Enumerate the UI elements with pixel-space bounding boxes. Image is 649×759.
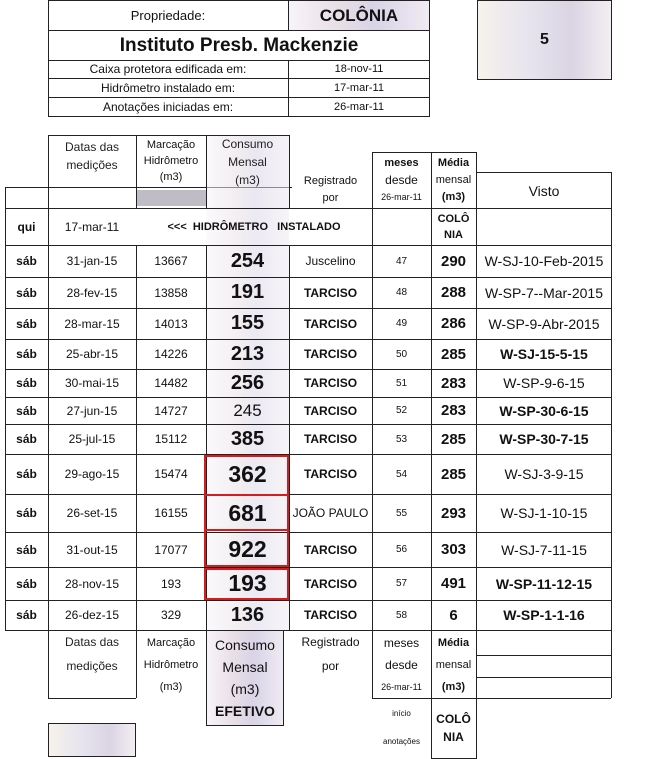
row-meter: 13858: [154, 285, 188, 300]
propriedade-value: COLÔNIA: [288, 0, 430, 31]
row-visto: W-SP-30-7-15: [499, 431, 589, 447]
page-number: 5: [540, 31, 549, 48]
installed-day: qui: [17, 219, 36, 234]
row-media: 285: [440, 345, 467, 363]
row-date: 31-jan-15: [66, 254, 118, 268]
row-date: 25-jul-15: [68, 432, 116, 446]
row-meses: 55: [395, 507, 408, 519]
row-registrado: TARCISO: [303, 347, 358, 361]
footer-consumo-efetivo: Consumo Mensal (m3) EFETIVO: [206, 630, 284, 726]
row-day: sáb: [16, 467, 37, 481]
row-visto: W-SJ-15-5-15: [500, 346, 588, 362]
footer-media: Média mensal (m3): [435, 637, 472, 693]
row-media: 491: [440, 575, 467, 592]
row-registrado: TARCISO: [303, 432, 358, 446]
row-meter: 193: [160, 576, 182, 591]
row-date: 31-out-15: [66, 542, 118, 557]
row-meses: 50: [395, 348, 408, 360]
row-visto: W-SJ-10-Feb-2015: [484, 253, 604, 269]
row-visto: W-SP-1-1-16: [503, 607, 585, 623]
row-meter: 16155: [154, 506, 188, 520]
highlight-box: [204, 568, 289, 600]
header-consumo: Consumo Mensal (m3): [221, 137, 274, 187]
row-media: 290: [440, 252, 467, 270]
highlight-box: [204, 494, 289, 567]
row-media: 285: [440, 465, 467, 483]
row-day: sáb: [16, 576, 37, 591]
row-consumo: 922: [228, 536, 267, 562]
row-media: 293: [440, 504, 467, 522]
row-media: 283: [440, 374, 467, 392]
row-visto: W-SP-9-Abr-2015: [488, 315, 600, 332]
row-registrado: TARCISO: [303, 608, 358, 622]
header-datas: Datas das medições: [64, 140, 120, 172]
row-meter: 15474: [154, 467, 188, 481]
row-visto: W-SP-7--Mar-2015: [485, 284, 603, 301]
field-caixa-value: 18-nov-11: [334, 63, 384, 75]
row-consumo: 191: [230, 281, 265, 303]
row-meses: 54: [395, 468, 408, 480]
row-consumo: 385: [230, 427, 265, 450]
row-day: sáb: [16, 376, 37, 390]
installed-text: <<< HIDRÔMETRO INSTALADO: [167, 220, 341, 233]
row-consumo: 254: [230, 249, 265, 272]
row-day: sáb: [16, 608, 37, 622]
row-meter: 17077: [154, 542, 188, 557]
row-visto: W-SP-11-12-15: [495, 575, 593, 592]
row-meter: 14727: [154, 403, 188, 418]
row-consumo: 213: [230, 342, 265, 365]
row-media: 283: [440, 402, 467, 419]
field-anotacoes-value: 26-mar-11: [334, 101, 384, 113]
row-media: 285: [440, 430, 467, 448]
row-date: 28-mar-15: [64, 316, 120, 331]
row-meter: 14226: [154, 347, 188, 361]
row-day: sáb: [16, 316, 37, 331]
row-date: 28-fev-15: [66, 285, 118, 300]
row-date: 28-nov-15: [64, 576, 120, 591]
row-consumo: 245: [233, 400, 262, 420]
row-registrado: TARCISO: [303, 403, 358, 418]
row-meses: 47: [395, 255, 408, 267]
footer-marcacao: Marcação Hidrômetro (m3): [143, 637, 199, 693]
row-consumo: 681: [228, 499, 267, 526]
row-day: sáb: [16, 403, 37, 418]
row-meter: 14013: [154, 316, 188, 331]
row-meter: 15112: [154, 432, 188, 446]
row-registrado: TARCISO: [303, 542, 358, 557]
row-consumo: 362: [228, 460, 267, 487]
institution-title: Instituto Presb. Mackenzie: [119, 35, 359, 56]
footer-colonia: COLÔ NIA: [436, 712, 471, 744]
row-meses: 57: [395, 578, 408, 589]
row-registrado: TARCISO: [303, 467, 358, 481]
field-hidrometro-label: Hidrômetro instalado em:: [100, 80, 236, 95]
row-meses: 52: [395, 405, 408, 416]
row-meter: 329: [160, 608, 182, 622]
footer-datas: Datas das medições: [64, 635, 120, 673]
row-date: 29-ago-15: [64, 467, 120, 481]
field-anotacoes-label: Anotações iniciadas em:: [102, 100, 234, 114]
row-registrado: TARCISO: [303, 576, 358, 591]
row-day: sáb: [16, 254, 37, 268]
row-day: sáb: [16, 347, 37, 361]
footer-registrado: Registrado por: [301, 635, 360, 673]
row-consumo: 256: [230, 371, 265, 394]
propriedade-label: Propriedade:: [130, 7, 206, 23]
row-meses: 49: [395, 318, 408, 329]
row-consumo: 136: [230, 603, 265, 626]
row-media: 286: [440, 315, 467, 332]
row-visto: W-SJ-1-10-15: [500, 505, 588, 521]
row-day: sáb: [16, 542, 37, 557]
row-media: 6: [449, 606, 458, 624]
row-visto: W-SP-9-6-15: [503, 375, 585, 391]
installed-date: 17-mar-11: [64, 219, 120, 234]
row-date: 27-jun-15: [66, 403, 118, 418]
header-marcacao: Marcação Hidrômetro (m3): [143, 139, 199, 183]
row-visto: W-SP-30-6-15: [499, 402, 589, 419]
row-consumo: 155: [230, 312, 265, 334]
row-registrado: TARCISO: [303, 376, 358, 390]
field-caixa-label: Caixa protetora edificada em:: [89, 62, 247, 76]
row-date: 26-dez-15: [64, 608, 120, 622]
row-registrado: Juscelino: [305, 254, 356, 268]
row-meses: 56: [395, 544, 408, 555]
header-registrado: Registrado por: [303, 175, 358, 204]
row-meter: 13667: [154, 254, 188, 268]
row-registrado: JOÃO PAULO: [292, 506, 369, 520]
row-date: 30-mai-15: [64, 376, 120, 390]
signature-box: [48, 723, 136, 757]
row-registrado: TARCISO: [303, 316, 358, 331]
row-date: 25-abr-15: [65, 347, 119, 361]
page-number-box: [477, 0, 612, 80]
row-consumo: 193: [228, 570, 267, 596]
row-day: sáb: [16, 432, 37, 446]
row-date: 26-set-15: [66, 506, 118, 520]
row-day: sáb: [16, 285, 37, 300]
row-meses: 48: [395, 287, 408, 298]
header-visto: Visto: [528, 182, 560, 199]
row-meses: 58: [395, 609, 408, 621]
row-visto: W-SJ-3-9-15: [504, 466, 584, 482]
row-meses: 51: [395, 377, 408, 389]
field-hidrometro-value: 17-mar-11: [334, 81, 384, 94]
row-media: 303: [440, 541, 467, 558]
row-visto: W-SJ-7-11-15: [501, 541, 587, 558]
footer-meses: meses desde 26-mar-11: [381, 636, 422, 692]
footer-inicio: início anotações: [383, 709, 420, 746]
header-media: Média mensal (m3): [435, 156, 472, 203]
header-meses: meses desde 26-mar-11: [381, 156, 422, 202]
installed-media: COLÔ NIA: [437, 212, 470, 241]
row-meter: 14482: [154, 376, 188, 390]
row-media: 288: [440, 284, 467, 301]
row-day: sáb: [16, 506, 37, 520]
row-registrado: TARCISO: [303, 285, 358, 300]
row-meses: 53: [395, 433, 408, 445]
